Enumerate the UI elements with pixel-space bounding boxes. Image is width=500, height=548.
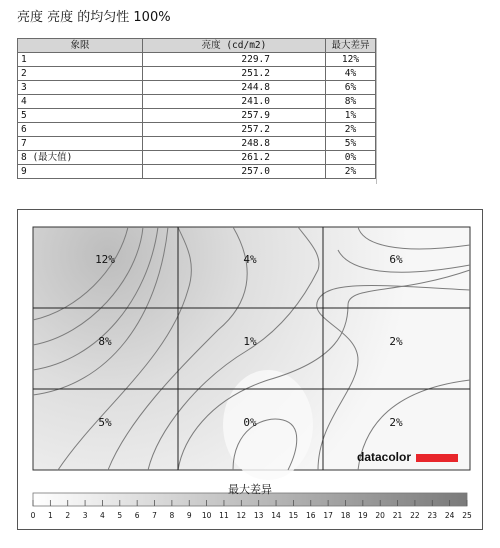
legend-tick-label: 0: [30, 511, 36, 520]
table-row: [18, 151, 376, 165]
legend-tick-label: 6: [134, 511, 140, 520]
column-header: 亮度 (cd/m2): [143, 39, 326, 53]
table-header-row: [18, 39, 376, 53]
quadrant-value-2: 4%: [243, 253, 257, 266]
legend-tick-label: 10: [201, 511, 212, 520]
legend-tick-label: 17: [323, 511, 333, 520]
max-diff-cell: 2%: [326, 123, 376, 137]
max-diff-cell: 5%: [326, 137, 376, 151]
legend-tick-label: 16: [305, 511, 316, 520]
legend-tick-label: 8: [169, 511, 175, 520]
legend-tick-label: 22: [410, 511, 420, 520]
legend-tick-label: 2: [65, 511, 71, 520]
quadrant-cell: 2: [18, 67, 143, 81]
luminance-cell: 244.8: [143, 81, 326, 95]
quadrant-cell: 6: [18, 123, 143, 137]
legend-tick-label: 19: [358, 511, 368, 520]
legend-tick-label: 4: [100, 511, 105, 520]
quadrant-value-7: 5%: [98, 416, 112, 429]
legend-title: 最大差异: [228, 483, 272, 496]
quadrant-cell: 8 (最大值): [18, 151, 143, 165]
luminance-cell: 257.0: [143, 165, 326, 179]
legend-tick-label: 12: [236, 511, 247, 520]
uniformity-table: [17, 38, 376, 179]
legend-tick-label: 25: [462, 511, 472, 520]
table-row: [18, 123, 376, 137]
quadrant-value-6: 2%: [389, 335, 403, 348]
datacolor-logo: datacolor: [357, 450, 412, 464]
legend-tick-label: 23: [427, 511, 438, 520]
max-diff-cell: 0%: [326, 151, 376, 165]
luminance-cell: 261.2: [143, 151, 326, 165]
page-title: 亮度 亮度 的均匀性 100%: [17, 10, 171, 25]
legend-tick-label: 14: [271, 511, 281, 520]
quadrant-value-8: 0%: [243, 416, 257, 429]
quadrant-cell: 4: [18, 95, 143, 109]
legend-tick-label: 15: [288, 511, 299, 520]
quadrant-value-3: 6%: [389, 253, 403, 266]
max-diff-cell: 8%: [326, 95, 376, 109]
max-diff-cell: 12%: [326, 53, 376, 67]
legend-tick-label: 7: [152, 511, 157, 520]
table-row: [18, 67, 376, 81]
legend-tick-label: 20: [375, 511, 385, 520]
table-row: [18, 165, 376, 179]
luminance-cell: 241.0: [143, 95, 326, 109]
quadrant-value-9: 2%: [389, 416, 403, 429]
table-row: [18, 95, 376, 109]
table-row: [18, 81, 376, 95]
max-diff-cell: 4%: [326, 67, 376, 81]
legend-tick-label: 11: [219, 511, 229, 520]
table-row: [18, 137, 376, 151]
max-diff-cell: 6%: [326, 81, 376, 95]
quadrant-value-5: 1%: [243, 335, 257, 348]
legend-tick-label: 1: [47, 511, 53, 520]
legend-tick-label: 18: [340, 511, 351, 520]
quadrant-cell: 3: [18, 81, 143, 95]
legend-tick-label: 3: [82, 511, 88, 520]
luminance-cell: 251.2: [143, 67, 326, 81]
datacolor-logo-bar: [416, 454, 458, 462]
quadrant-value-4: 8%: [98, 335, 112, 348]
legend-tick-label: 9: [186, 511, 192, 520]
table-row: [18, 109, 376, 123]
legend-tick-label: 13: [253, 511, 264, 520]
max-diff-cell: 1%: [326, 109, 376, 123]
table-right-divider: [376, 38, 377, 184]
quadrant-cell: 1: [18, 53, 143, 67]
luminance-cell: 248.8: [143, 137, 326, 151]
quadrant-cell: 9: [18, 165, 143, 179]
table-row: [18, 53, 376, 67]
quadrant-cell: 5: [18, 109, 143, 123]
luminance-cell: 257.2: [143, 123, 326, 137]
luminance-cell: 257.9: [143, 109, 326, 123]
quadrant-cell: 7: [18, 137, 143, 151]
legend-tick-label: 24: [444, 511, 455, 520]
max-diff-cell: 2%: [326, 165, 376, 179]
column-header: 象限: [18, 39, 143, 53]
luminance-cell: 229.7: [143, 53, 326, 67]
legend-tick-label: 5: [117, 511, 123, 520]
quadrant-value-1: 12%: [95, 253, 115, 266]
legend-tick-label: 21: [392, 511, 403, 520]
column-header: 最大差异: [326, 39, 376, 53]
